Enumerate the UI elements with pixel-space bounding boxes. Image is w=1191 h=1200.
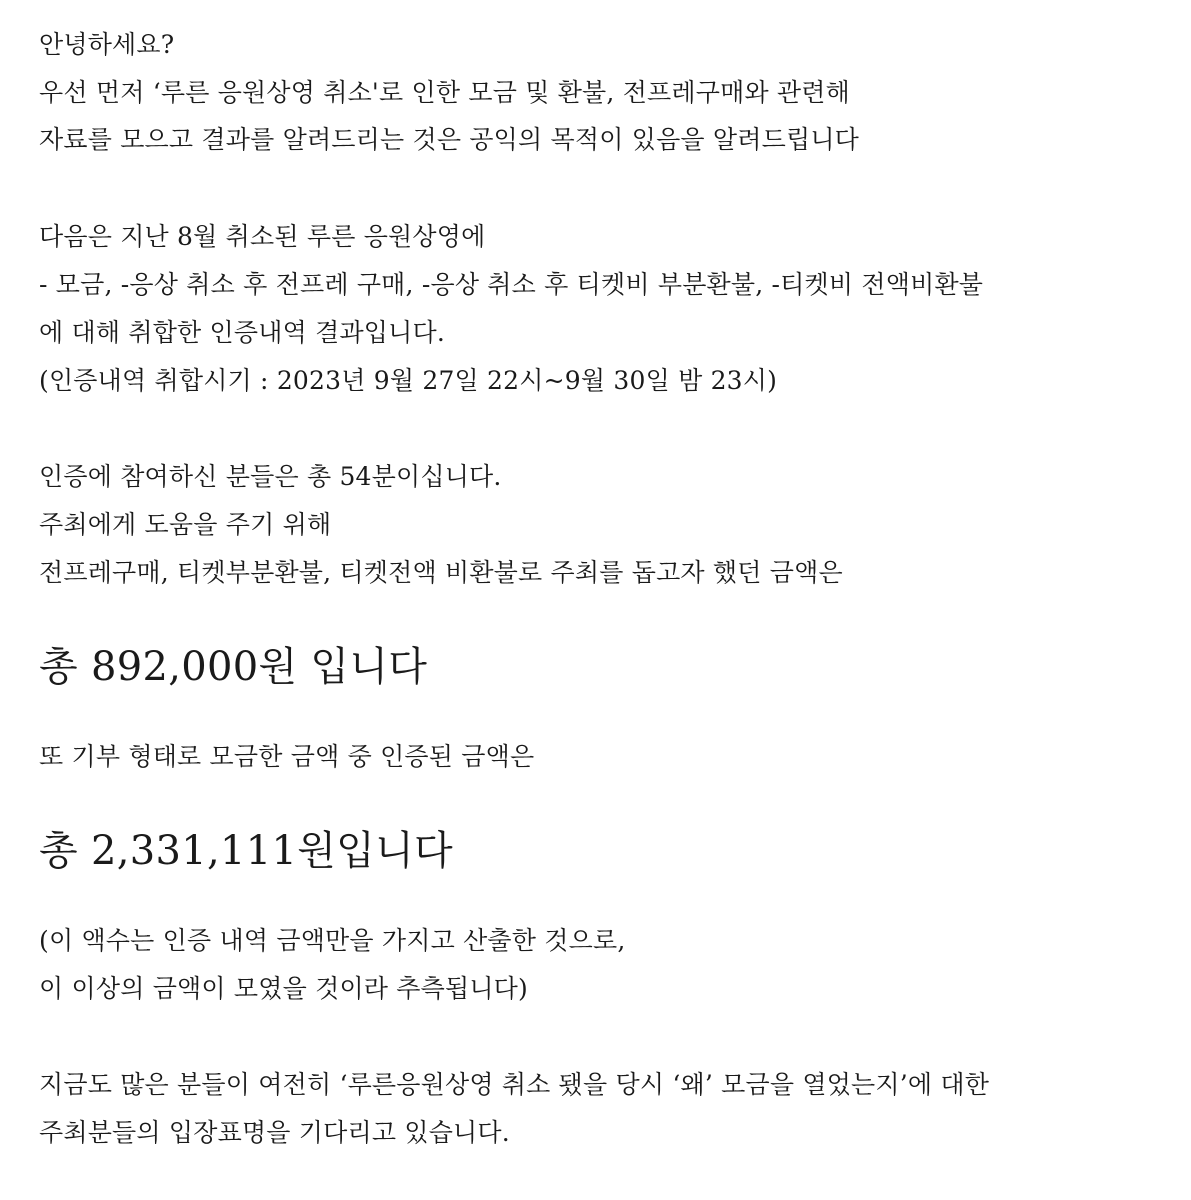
closing-line-2: 주최분들의 입장표명을 기다리고 있습니다. bbox=[39, 1118, 510, 1147]
participants-line-1: 인증에 참여하신 분들은 총 54분이십니다. bbox=[39, 462, 502, 491]
scope-line-1: 다음은 지난 8월 취소된 루른 응원상영에 bbox=[39, 222, 486, 251]
note-line-1: (이 액수는 인증 내역 금액만을 가지고 산출한 것으로, bbox=[39, 926, 626, 955]
greeting-text: 안녕하세요? bbox=[39, 30, 175, 59]
intro-line-2: 자료를 모으고 결과를 알려드리는 것은 공익의 목적이 있음을 알려드립니다 bbox=[39, 125, 860, 154]
scope-line-3: 에 대해 취합한 인증내역 결과입니다. bbox=[39, 318, 445, 347]
collection-period: (인증내역 취합시기 : 2023년 9월 27일 22시~9월 30일 밤 23시) bbox=[39, 366, 778, 395]
donation-line: 또 기부 형태로 모금한 금액 중 인증된 금액은 bbox=[39, 742, 535, 771]
scope-line-2: - 모금, -응상 취소 후 전프레 구매, -응상 취소 후 티켓비 부분환불, -티켓비 전액비환불 bbox=[39, 270, 984, 299]
participants-line-2: 주최에게 도움을 주기 위해 bbox=[39, 510, 332, 539]
total-support-amount: 총 892,000원 입니다 bbox=[39, 644, 428, 690]
intro-line-1: 우선 먼저 ‘루른 응원상영 취소'로 인한 모금 및 환불, 전프레구매와 관련해 bbox=[39, 78, 850, 107]
participants-line-3: 전프레구매, 티켓부분환불, 티켓전액 비환불로 주최를 돕고자 했던 금액은 bbox=[39, 558, 843, 587]
total-donation-amount: 총 2,331,111원입니다 bbox=[39, 828, 453, 874]
note-line-2: 이 이상의 금액이 모였을 것이라 추측됩니다) bbox=[39, 974, 528, 1003]
closing-line-1: 지금도 많은 분들이 여전히 ‘루른응원상영 취소 됐을 당시 ‘왜’ 모금을 열었는지’에 대한 bbox=[39, 1070, 990, 1099]
